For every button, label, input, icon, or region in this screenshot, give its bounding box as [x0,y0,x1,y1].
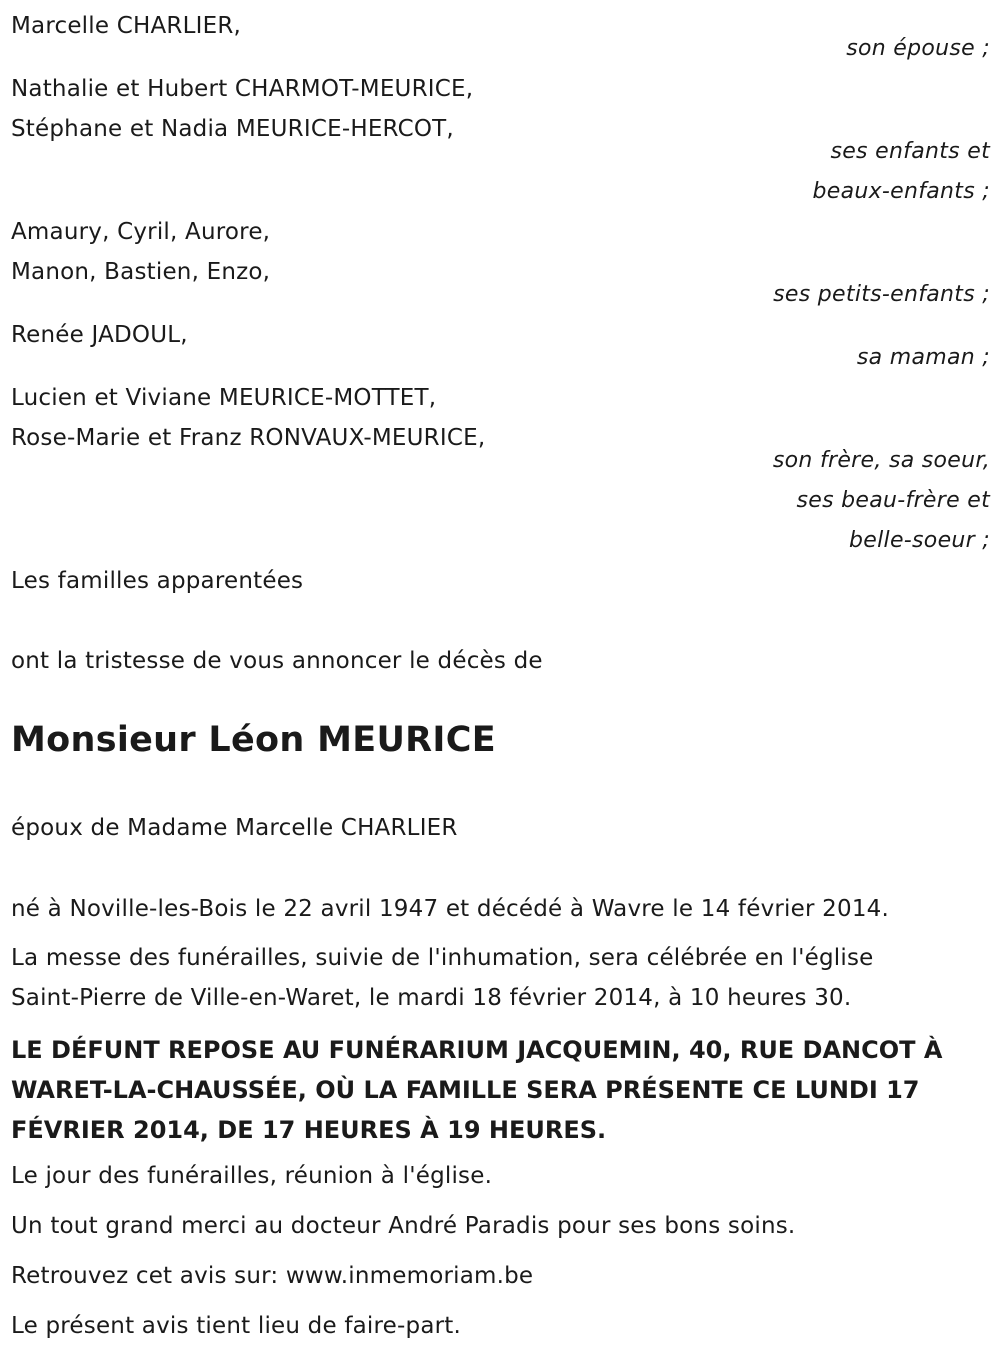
family-mother-relation: sa maman ; [856,345,990,370]
closing-gathering: Le jour des funérailles, réunion à l'église. [11,1163,493,1189]
family-children-relation-2: beaux-enfants ; [812,179,990,204]
announcement-text: ont la tristesse de vous annoncer le décès de [11,648,543,674]
family-siblings-relation-3: belle-soeur ; [849,528,990,553]
family-child-name-1: Nathalie et Hubert CHARMOT-MEURICE, [11,76,474,102]
repose-line-3: FÉVRIER 2014, DE 17 HEURES À 19 HEURES. [11,1116,607,1144]
closing-notice: Le présent avis tient lieu de faire-part. [11,1313,462,1339]
family-grandchildren-2: Manon, Bastien, Enzo, [11,259,271,285]
repose-line-1: LE DÉFUNT REPOSE AU FUNÉRARIUM JACQUEMIN, 40, RUE DANCOT À [11,1036,943,1064]
repose-line-2: WARET-LA-CHAUSSÉE, OÙ LA FAMILLE SERA PRÉSENTE CE LUNDI 17 [11,1076,920,1104]
mass-line-1: La messe des funérailles, suivie de l'inhumation, sera célébrée en l'église [11,945,874,971]
closing-website: Retrouvez cet avis sur: www.inmemoriam.be [11,1263,534,1289]
family-spouse-name: Marcelle CHARLIER, [11,13,242,39]
family-mother-name: Renée JADOUL, [11,322,188,348]
family-siblings-relation-1: son frère, sa soeur, [772,448,990,473]
closing-thanks: Un tout grand merci au docteur André Paradis pour ses bons soins. [11,1213,796,1239]
repose-notice [11,1030,986,1150]
birth-death-line: né à Noville-les-Bois le 22 avril 1947 et décédé à Wavre le 14 février 2014. [11,896,889,922]
family-sibling-name-1: Lucien et Viviane MEURICE-MOTTET, [11,385,437,411]
family-grandchildren-1: Amaury, Cyril, Aurore, [11,219,271,245]
family-sibling-name-2: Rose-Marie et Franz RONVAUX-MEURICE, [11,425,486,451]
family-children-relation-1: ses enfants et [830,139,990,164]
family-spouse-relation: son épouse ; [846,36,990,61]
family-related: Les familles apparentées [11,568,304,594]
family-siblings-relation-2: ses beau-frère et [796,488,990,513]
mass-line-2: Saint-Pierre de Ville-en-Waret, le mardi 18 février 2014, à 10 heures 30. [11,985,852,1011]
family-child-name-2: Stéphane et Nadia MEURICE-HERCOT, [11,116,454,142]
deceased-name: Monsieur Léon MEURICE [11,720,496,760]
family-grandchildren-relation: ses petits-enfants ; [773,282,990,307]
spouse-line: époux de Madame Marcelle CHARLIER [11,815,458,841]
